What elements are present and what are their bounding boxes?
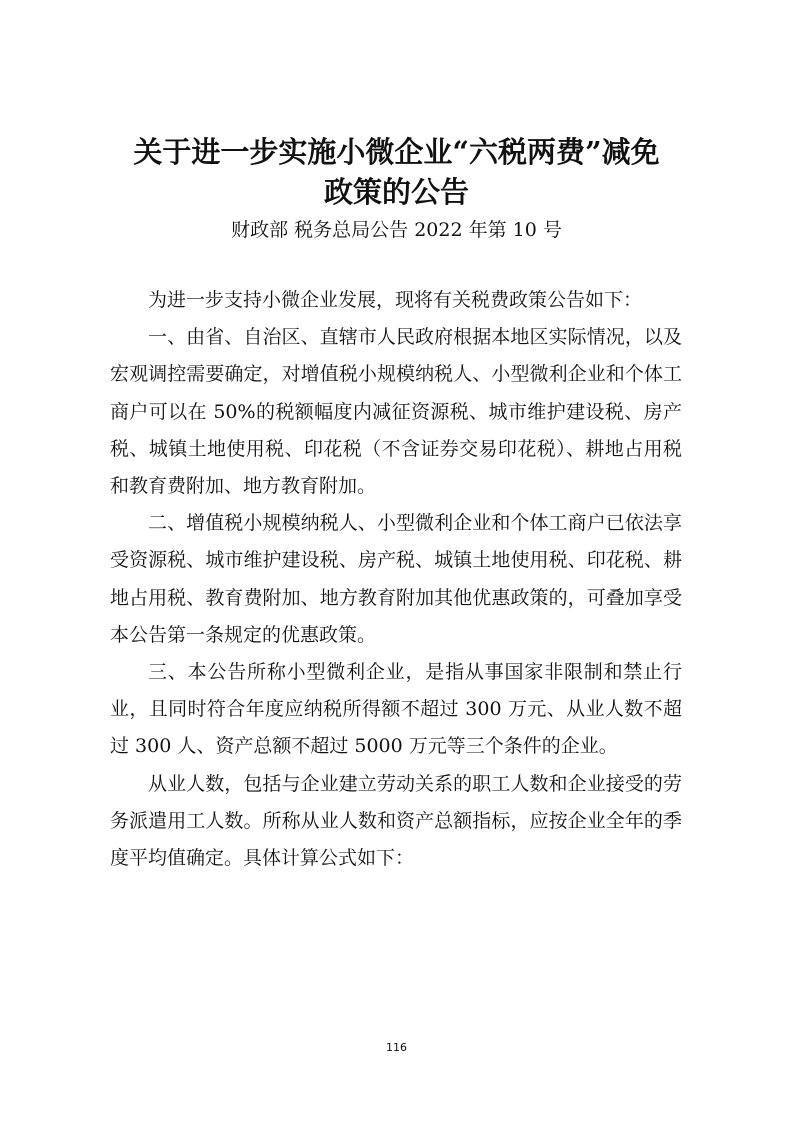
page-number: 116: [386, 1041, 407, 1054]
paragraph-article-2: 二、增值税小规模纳税人、小型微利企业和个体工商户已依法享受资源税、城市维护建设税、房产税、城镇土地使用税、印花税、耕地占用税、教育费附加、地方教育附加其他优惠政策的，可叠加享受本公告第一条规定的优惠政策。: [110, 512, 682, 646]
document-subtitle: 财政部 税务总局公告 2022 年第 10 号: [231, 219, 562, 241]
document-title-line-2: 政策的公告: [323, 175, 469, 209]
paragraph-article-3: 三、本公告所称小型微利企业，是指从事国家非限制和禁止行业，且同时符合年度应纳税所得额不超过 300 万元、从业人数不超过 300 人、资产总额不超过 5000 万元等三个条件的企业。: [110, 661, 682, 758]
paragraph-employee-count: 从业人数，包括与企业建立劳动关系的职工人数和企业接受的劳务派遣用工人数。所称从业人数和资产总额指标，应按企业全年的季度平均值确定。具体计算公式如下：: [110, 772, 682, 870]
document-title-line-1: 关于进一步实施小微企业“六税两费”减免: [133, 135, 660, 169]
paragraph-article-1: 一、由省、自治区、直辖市人民政府根据本地区实际情况，以及宏观调控需要确定，对增值税小规模纳税人、小型微利企业和个体工商户可以在 50%的税额幅度内减征资源税、城市维护建设税、房产税、城镇土地使用税、印花税（不含证券交易印花税）、耕地占用税和教育费附加、地方教育附加。: [110, 326, 682, 498]
document-body: [110, 282, 682, 877]
paragraph-intro: 为进一步支持小微企业发展，现将有关税费政策公告如下：: [148, 289, 643, 311]
